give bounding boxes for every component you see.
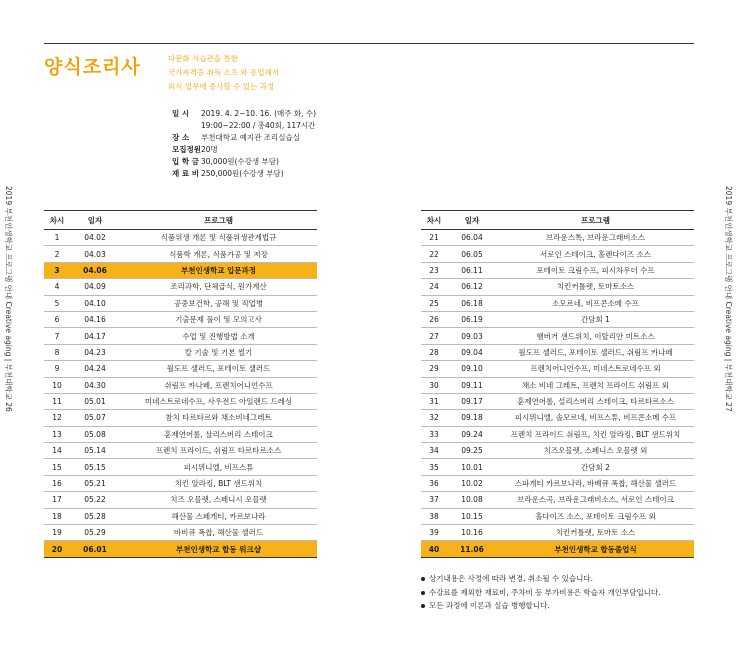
subtitle-line: 국가자격증 취득 소프 와 동업해서 <box>168 68 279 77</box>
session-number: 7 <box>44 328 70 344</box>
session-number: 9 <box>44 361 70 377</box>
course-subtitle <box>168 52 279 94</box>
session-program: 치킨 알라킹, BLT 샌드위치 <box>120 475 317 491</box>
session-program: 홀다이즈 소스, 포테이토 크림수프 외 <box>497 508 694 524</box>
session-program: 치킨커틀렛, 토마토 소스 <box>497 525 694 541</box>
session-number: 20 <box>44 541 70 557</box>
table-row <box>44 410 317 426</box>
session-program: 수업 및 진행방법 소개 <box>120 328 317 344</box>
info-row <box>172 132 316 144</box>
table-row <box>421 426 694 442</box>
session-number: 22 <box>421 246 447 262</box>
session-program: 포테이토 크림수프, 피시차우더 수프 <box>497 262 694 278</box>
session-number: 24 <box>421 279 447 295</box>
table-row <box>421 475 694 491</box>
session-program: 미네스트로네수프, 사우전드 아일랜드 드레싱 <box>120 393 317 409</box>
info-value: 20명 <box>201 145 218 154</box>
session-number: 8 <box>44 344 70 360</box>
session-number: 18 <box>44 508 70 524</box>
table-row <box>421 279 694 295</box>
session-program: 소모르네, 비프콘소메 수프 <box>497 295 694 311</box>
session-date: 04.06 <box>70 262 120 278</box>
session-program: 칼 기술 및 기본 썰기 <box>120 344 317 360</box>
session-program: 간담회 1 <box>497 311 694 327</box>
session-program: 식품위생 개론 및 식품위생관계법규 <box>120 230 317 246</box>
session-number: 40 <box>421 541 447 557</box>
session-date: 10.02 <box>447 475 497 491</box>
table-row <box>44 246 317 262</box>
session-program: 프렌치 프라이드, 쉬림프 타르타르소스 <box>120 443 317 459</box>
session-number: 36 <box>421 475 447 491</box>
table-row <box>44 492 317 508</box>
table-row <box>44 525 317 541</box>
table-row <box>421 492 694 508</box>
notes <box>421 572 661 613</box>
table-row <box>421 230 694 246</box>
side-caption-right <box>722 186 734 466</box>
session-program: 바비큐 폭찹, 해산물 샐러드 <box>120 525 317 541</box>
session-program: 훈제연어롤, 살리스버리 스테이크 <box>120 426 317 442</box>
subtitle-line: 다문화 식습관을 통한 <box>168 54 238 63</box>
header-program: 프로그램 <box>120 211 317 230</box>
session-program: 스파게티 카르보나라, 바베큐 폭찹, 해산물 샐러드 <box>497 475 694 491</box>
session-number: 21 <box>421 230 447 246</box>
info-value: 부천대학교 예지관 조리실습실 <box>201 133 300 142</box>
session-program: 치킨커틀렛, 토마토소스 <box>497 279 694 295</box>
session-program: 브라운스곡, 브라운그래비소스, 서로인 스테이크 <box>497 492 694 508</box>
table-row <box>44 475 317 491</box>
side-caption-text: 2019 부천인생학교 프로그램 안내 Creative aging | 부천대학교 <box>4 186 13 400</box>
note-item <box>421 586 661 600</box>
session-number: 32 <box>421 410 447 426</box>
subtitle-line: 외식 업무에 종사할 수 있는 과정 <box>168 82 275 91</box>
info-row <box>172 120 316 132</box>
session-number: 6 <box>44 311 70 327</box>
table-row <box>44 262 317 278</box>
session-program: 피시뮈니엘, 비프스튜 <box>120 459 317 475</box>
table-row <box>421 525 694 541</box>
session-program: 기출문제 풀이 및 모의고사 <box>120 311 317 327</box>
table-row <box>421 328 694 344</box>
session-date: 06.11 <box>447 262 497 278</box>
side-caption-left <box>2 186 14 466</box>
session-program: 월도프 샐러드, 포테이토 샐러드 <box>120 361 317 377</box>
table-row <box>421 459 694 475</box>
session-program: 공중보건학, 공해 및 직업병 <box>120 295 317 311</box>
table-row <box>421 410 694 426</box>
table-row <box>421 377 694 393</box>
session-date: 10.15 <box>447 508 497 524</box>
header-no: 차시 <box>421 211 447 230</box>
session-date: 10.16 <box>447 525 497 541</box>
note-text: 상기내용은 사정에 따라 변경, 취소될 수 있습니다. <box>429 574 593 583</box>
session-date: 09.04 <box>447 344 497 360</box>
session-number: 15 <box>44 459 70 475</box>
session-number: 38 <box>421 508 447 524</box>
header-program: 프로그램 <box>497 211 694 230</box>
table-row <box>421 393 694 409</box>
session-number: 2 <box>44 246 70 262</box>
session-date: 04.16 <box>70 311 120 327</box>
session-program: 프렌치어니언수프, 미네스트로네수프 외 <box>497 361 694 377</box>
session-date: 04.02 <box>70 230 120 246</box>
session-program: 치즈 오믈렛, 스페니시 오믈렛 <box>120 492 317 508</box>
schedule-table-right <box>421 210 694 558</box>
session-number: 34 <box>421 443 447 459</box>
header-no: 차시 <box>44 211 70 230</box>
bullet-icon <box>421 604 425 608</box>
note-text: 모든 과정에 이론과 실습 병행합니다. <box>429 601 550 610</box>
page-number: 26 <box>4 402 13 412</box>
session-date: 10.08 <box>447 492 497 508</box>
session-number: 13 <box>44 426 70 442</box>
info-label: 모집정원 <box>172 145 201 154</box>
session-program: 채소 비네 그레트, 프렌치 프라이드 쉬림프 외 <box>497 377 694 393</box>
session-number: 16 <box>44 475 70 491</box>
session-program: 참치 타르타르와 채소비네그레트 <box>120 410 317 426</box>
session-program: 훈제연어롤, 설리스버리 스테이크, 타르타르소스 <box>497 393 694 409</box>
session-date: 09.18 <box>447 410 497 426</box>
session-date: 05.29 <box>70 525 120 541</box>
table-row <box>44 279 317 295</box>
session-date: 05.01 <box>70 393 120 409</box>
session-number: 25 <box>421 295 447 311</box>
table-row <box>421 311 694 327</box>
table-row <box>44 344 317 360</box>
table-row <box>421 344 694 360</box>
session-program: 부천인생학교 합동 워크샵 <box>120 541 317 557</box>
table-row <box>44 426 317 442</box>
note-item <box>421 599 661 613</box>
session-number: 23 <box>421 262 447 278</box>
info-row <box>172 156 316 168</box>
schedule-table-left <box>44 210 317 558</box>
session-date: 05.15 <box>70 459 120 475</box>
session-date: 05.14 <box>70 443 120 459</box>
info-label <box>172 120 201 132</box>
table-row <box>44 443 317 459</box>
bullet-icon <box>421 577 425 581</box>
session-date: 09.03 <box>447 328 497 344</box>
session-program: 부천인생학교 입문과정 <box>120 262 317 278</box>
session-program: 치즈오믈렛, 스페니스 오믈렛 외 <box>497 443 694 459</box>
session-number: 3 <box>44 262 70 278</box>
session-number: 19 <box>44 525 70 541</box>
session-date: 10.01 <box>447 459 497 475</box>
session-date: 04.09 <box>70 279 120 295</box>
session-date: 09.24 <box>447 426 497 442</box>
session-number: 1 <box>44 230 70 246</box>
note-text: 수강료를 제외한 재료비, 주차비 등 부가비용은 학습자 개인부담입니다. <box>429 587 661 597</box>
session-date: 06.12 <box>447 279 497 295</box>
session-number: 30 <box>421 377 447 393</box>
page-title: 양식조리사 <box>44 56 141 78</box>
table-row <box>44 230 317 246</box>
info-value: 250,000원(수강생 부담) <box>201 169 284 178</box>
session-number: 17 <box>44 492 70 508</box>
info-row <box>172 168 316 180</box>
session-program: 식품학 개론, 식품가공 및 저장 <box>120 246 317 262</box>
session-date: 05.28 <box>70 508 120 524</box>
table-row <box>44 459 317 475</box>
table-row <box>44 393 317 409</box>
session-program: 피시뮈니엘, 솔모르네, 비프스튜, 비프콘소메 수프 <box>497 410 694 426</box>
table-row <box>421 246 694 262</box>
session-date: 09.17 <box>447 393 497 409</box>
session-date: 06.18 <box>447 295 497 311</box>
session-number: 29 <box>421 361 447 377</box>
table-row <box>44 328 317 344</box>
table-row <box>421 443 694 459</box>
session-program: 간담회 2 <box>497 459 694 475</box>
info-label: 재 료 비 <box>172 169 199 178</box>
session-date: 04.30 <box>70 377 120 393</box>
table-row <box>44 541 317 557</box>
session-date: 04.17 <box>70 328 120 344</box>
session-number: 28 <box>421 344 447 360</box>
session-date: 04.10 <box>70 295 120 311</box>
info-value: 2019. 4. 2~10. 16. (매주 화, 수) <box>201 109 317 118</box>
top-rule <box>44 43 694 44</box>
session-date: 09.11 <box>447 377 497 393</box>
session-date: 11.06 <box>447 541 497 557</box>
table-row <box>421 262 694 278</box>
session-number: 14 <box>44 443 70 459</box>
info-value: 30,000원(수강생 부담) <box>201 157 279 166</box>
info-value: 19:00~22:00 / 총40회, 117시간 <box>201 121 316 130</box>
session-program: 해산물 스페게티, 카르보나라 <box>120 508 317 524</box>
session-date: 04.23 <box>70 344 120 360</box>
bullet-icon <box>421 591 425 595</box>
session-number: 37 <box>421 492 447 508</box>
table-row <box>44 377 317 393</box>
session-date: 06.19 <box>447 311 497 327</box>
session-program: 부천인생학교 합동졸업식 <box>497 541 694 557</box>
session-number: 31 <box>421 393 447 409</box>
session-program: 브라운스톡, 브라운그래비소스 <box>497 230 694 246</box>
session-date: 06.01 <box>70 541 120 557</box>
table-row <box>421 295 694 311</box>
session-number: 5 <box>44 295 70 311</box>
info-label: 입 학 금 <box>172 157 199 166</box>
table-row <box>44 508 317 524</box>
table-row <box>421 508 694 524</box>
session-number: 11 <box>44 393 70 409</box>
info-row <box>172 108 316 120</box>
session-number: 33 <box>421 426 447 442</box>
session-date: 09.25 <box>447 443 497 459</box>
header-date: 일자 <box>447 211 497 230</box>
session-date: 05.07 <box>70 410 120 426</box>
table-row <box>44 295 317 311</box>
session-number: 39 <box>421 525 447 541</box>
table-row <box>421 361 694 377</box>
session-program: 월도프 샐러드, 포테이토 샐러드, 쉬림프 카나페 <box>497 344 694 360</box>
session-program: 프렌치 프라이드 쉬림프, 치킨 알라킹, BLT 샌드위치 <box>497 426 694 442</box>
table-row <box>44 311 317 327</box>
session-date: 04.03 <box>70 246 120 262</box>
session-number: 27 <box>421 328 447 344</box>
session-program: 햄버거 샌드위치, 이탈리안 미트소스 <box>497 328 694 344</box>
session-number: 35 <box>421 459 447 475</box>
course-info <box>172 108 316 180</box>
session-date: 05.08 <box>70 426 120 442</box>
header-date: 일자 <box>70 211 120 230</box>
session-date: 05.22 <box>70 492 120 508</box>
session-date: 09.10 <box>447 361 497 377</box>
info-label: 일 시 <box>172 109 190 118</box>
session-date: 06.04 <box>447 230 497 246</box>
session-date: 04.24 <box>70 361 120 377</box>
session-date: 05.21 <box>70 475 120 491</box>
session-date: 06.05 <box>447 246 497 262</box>
session-number: 12 <box>44 410 70 426</box>
info-row <box>172 144 316 156</box>
session-number: 4 <box>44 279 70 295</box>
session-program: 쉬림프 카나페, 프렌치어니언수프 <box>120 377 317 393</box>
note-item <box>421 572 661 586</box>
table-row <box>44 361 317 377</box>
session-number: 10 <box>44 377 70 393</box>
session-program: 조리과학, 단체급식, 원가계산 <box>120 279 317 295</box>
table-row <box>421 541 694 557</box>
side-caption-text: 2019 부천인생학교 프로그램 안내 Creative aging | 부천대학교 <box>724 186 733 400</box>
page-number: 27 <box>724 402 733 412</box>
info-label: 장 소 <box>172 133 190 142</box>
session-number: 26 <box>421 311 447 327</box>
session-program: 서로인 스테이크, 홀렌다이즈 소스 <box>497 246 694 262</box>
